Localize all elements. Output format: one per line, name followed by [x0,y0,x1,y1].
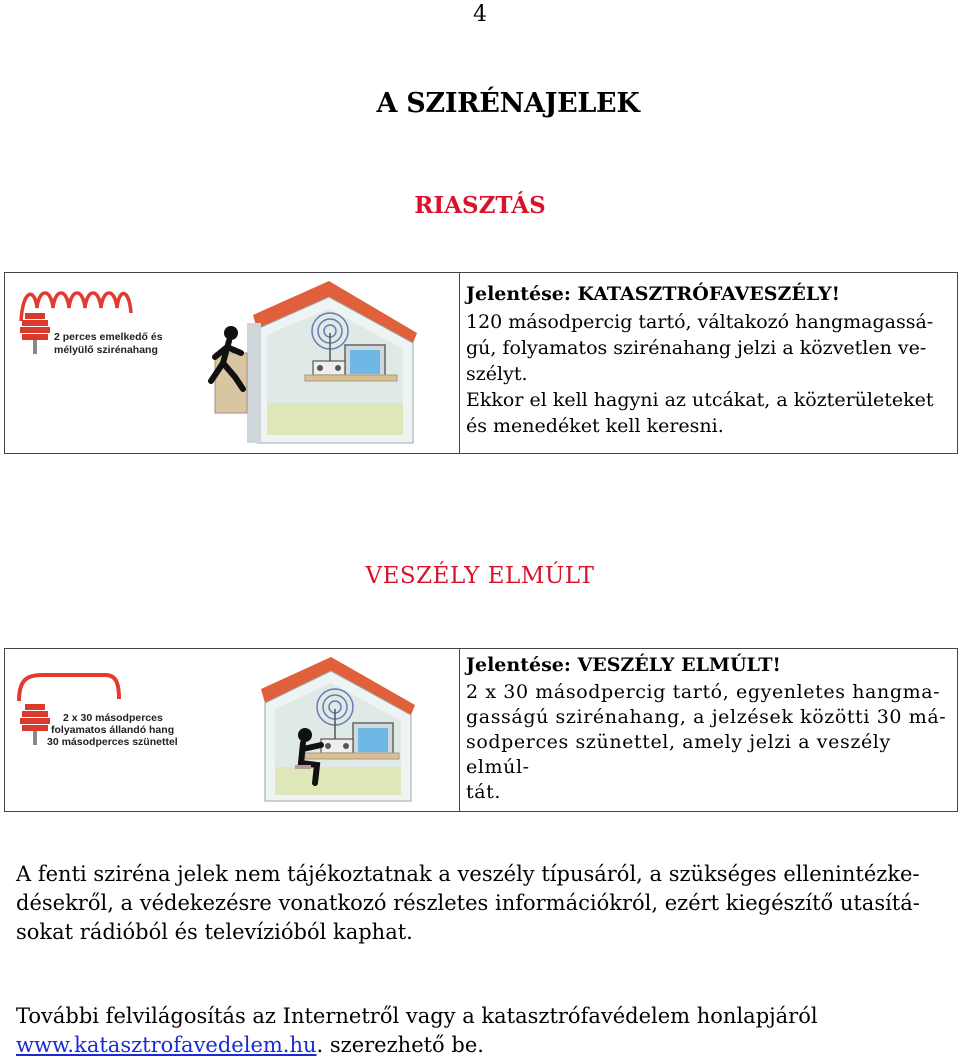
alarm-label-line1: 2 perces emelkedő és [54,331,163,343]
alarm-text-cell [460,273,957,453]
alarm-signal-table [4,272,958,454]
page-title: A SZIRÉNAJELEK [376,88,640,119]
all-clear-illustration [5,649,460,811]
all-clear-desc-line: 2 x 30 másodpercig tartó, egyenletes hangma- [466,681,941,703]
alarm-instr-line: Ekkor el kell hagyni az utcákat, a közterületeket [466,389,934,411]
info-paragraph [16,860,946,947]
info-line: A fenti sziréna jelek nem tájékoztatnak a veszély típusáról, a szükséges ellenintézke- [16,862,920,886]
alarm-instr-line: és menedéket kell keresni. [466,415,724,437]
website-link[interactable]: www.katasztrofavedelem.hu [16,1033,317,1057]
section-heading-all-clear: VESZÉLY ELMÚLT [365,563,595,589]
alarm-illustration-svg [5,273,459,453]
page-number: 4 [473,2,487,27]
television-icon [345,345,385,379]
alarm-desc-line: gú, folyamatos szirénahang jelzi a közvetlen ve- [466,337,927,359]
all-clear-meaning: Jelentése: VESZÉLY ELMÚLT! [466,654,781,676]
radio-icon [321,739,353,753]
all-clear-label-line1: 2 x 30 másodperces [63,712,163,724]
all-clear-signal-table [4,648,958,812]
alarm-desc-line: szélyt. [466,363,528,385]
alarm-instruction [466,387,951,439]
alarm-meaning: Jelentése: KATASZTRÓFAVESZÉLY! [466,283,840,305]
all-clear-label-line3: 30 másodperces szünettel [47,736,178,748]
table-icon [305,375,397,381]
info-line: sokat rádióból és televízióból kaphat. [16,920,413,944]
alarm-illustration [5,273,460,453]
all-clear-text-cell [460,649,957,811]
all-clear-illustration-svg [5,649,459,811]
all-clear-description [466,680,951,805]
all-clear-label-line2: folyamatos állandó hang [51,724,175,736]
footer-suffix: . szerezhető be. [316,1033,484,1057]
siren-icon [20,313,50,354]
all-clear-desc-line: sodperces szünettel, amely jelzi a veszély elmúl- [466,731,891,778]
all-clear-desc-line: gasságú szirénahang, a jelzések közötti 30 má- [466,706,947,728]
steady-tone-icon [19,675,119,701]
info-line: désekről, a védekezésre vonatkozó részletes információkról, ezért kiegészítő utasítá- [16,891,920,915]
alarm-description [466,309,951,387]
television-icon [353,723,393,757]
siren-icon [20,704,50,745]
footer-line: További felvilágosítás az Internetről vagy a katasztrófavédelem honlapjáról [16,1004,818,1028]
footer-paragraph [16,1002,946,1060]
section-heading-alarm: RIASZTÁS [414,192,546,219]
all-clear-desc-line: tát. [466,781,502,803]
table-icon [305,753,399,759]
alarm-desc-line: 120 másodpercig tartó, váltakozó hangmagassá- [466,311,934,333]
radio-icon [313,361,345,375]
alarm-label-line2: mélyülő szirénahang [54,344,158,356]
